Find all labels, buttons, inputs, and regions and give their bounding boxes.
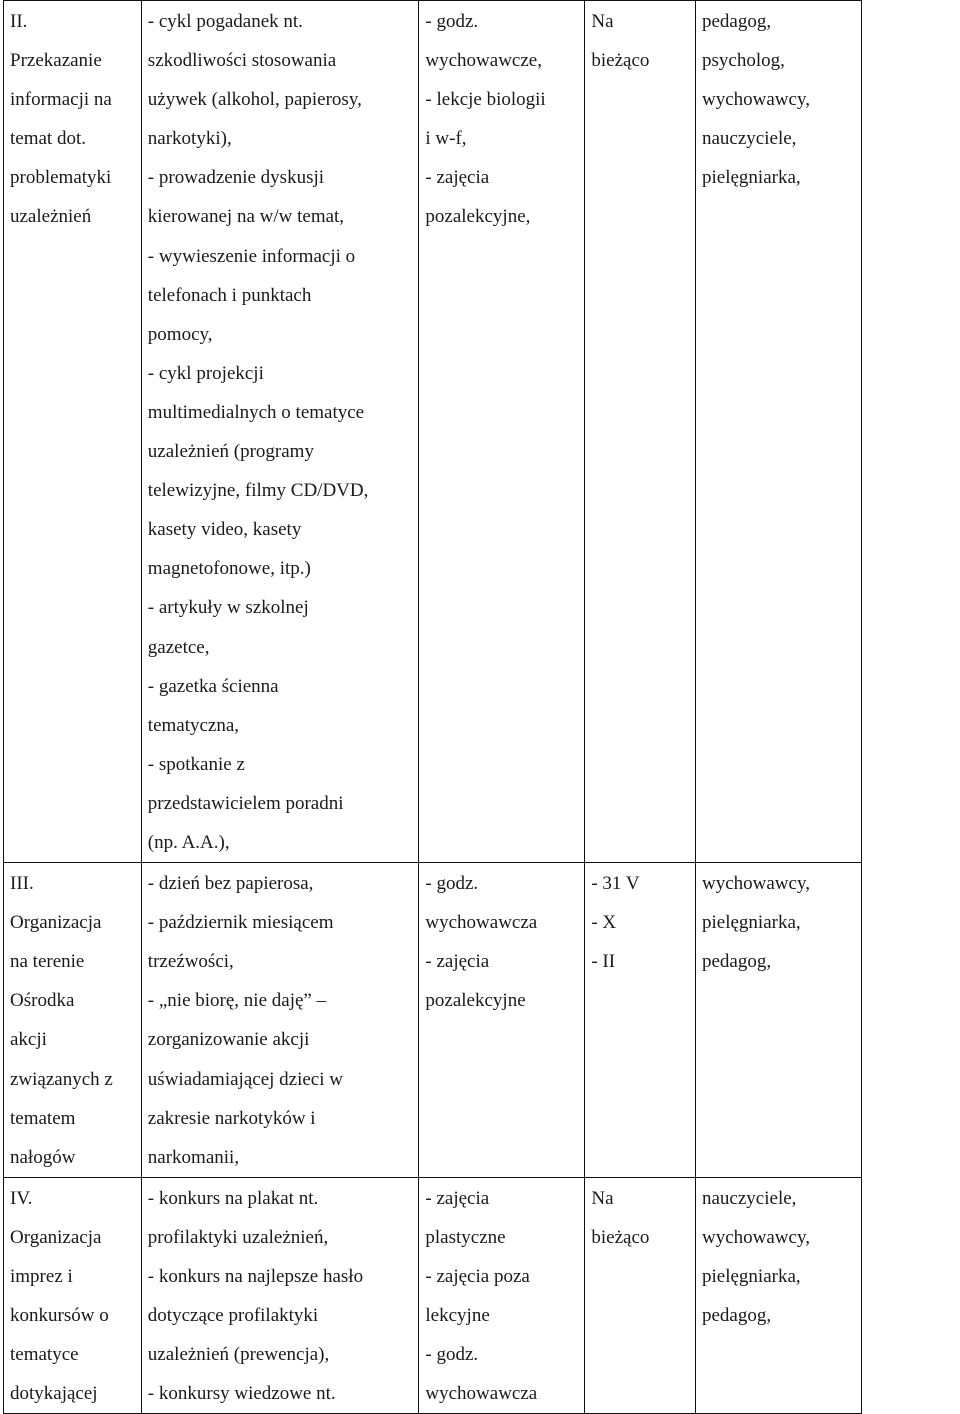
activities-cell bbox=[141, 1, 419, 863]
cell-text-line: kierowanej na w/w temat, bbox=[147, 206, 345, 228]
cell-text-line: wychowawcza bbox=[425, 912, 538, 934]
cell-text-line: akcji bbox=[10, 1029, 47, 1051]
section-cell bbox=[4, 1, 142, 863]
cell-text-line: magnetofonowe, itp.) bbox=[147, 558, 311, 580]
cell-text-line: - konkursy wiedzowe nt. bbox=[147, 1383, 336, 1405]
cell-text-line: - X bbox=[591, 912, 617, 934]
cell-text-line: - dzień bez papierosa, bbox=[147, 873, 314, 895]
cell-text-line: wychowawcy, bbox=[702, 873, 810, 895]
cell-text-line: pozalekcyjne, bbox=[425, 206, 531, 228]
cell-text-line: - wywieszenie informacji o bbox=[147, 245, 356, 267]
cell-text-line: trzeźwości, bbox=[147, 951, 234, 973]
cell-text-line: Na bbox=[591, 1187, 614, 1209]
cell-text-line: - 31 V bbox=[591, 873, 640, 895]
cell-text-line: bieżąco bbox=[591, 1226, 650, 1248]
cell-text-line: konkursów o bbox=[10, 1305, 109, 1327]
cell-text-line: dotykającej bbox=[10, 1383, 98, 1405]
section-cell bbox=[4, 1177, 142, 1414]
cell-text-line: - lekcje biologii bbox=[425, 89, 546, 111]
cell-text-line: informacji na bbox=[10, 89, 112, 111]
cell-text-line: pomocy, bbox=[147, 323, 213, 345]
cell-text-line: - gazetka ścienna bbox=[147, 675, 279, 697]
cell-text-line: II. bbox=[10, 11, 28, 32]
cell-text-line: - zajęcia bbox=[425, 167, 490, 189]
cell-text-line: - konkurs na najlepsze hasło bbox=[147, 1266, 364, 1287]
cell-text-line: tematyce bbox=[10, 1344, 79, 1366]
cell-text-line: pozalekcyjne bbox=[425, 990, 526, 1012]
cell-text-line: profilaktyki uzależnień, bbox=[147, 1226, 329, 1248]
cell-text-line: - cykl pogadanek nt. bbox=[147, 11, 303, 32]
cell-text-line: - artykuły w szkolnej bbox=[147, 597, 309, 619]
cell-text-line: - zajęcia poza bbox=[425, 1266, 530, 1287]
cell-text-line: - II bbox=[591, 951, 616, 973]
cell-text-line: - konkurs na plakat nt. bbox=[147, 1187, 319, 1209]
table-row bbox=[4, 1, 862, 863]
cell-text-line: pielęgniarka, bbox=[702, 1266, 801, 1287]
cell-text-line: III. bbox=[10, 873, 34, 895]
section-cell bbox=[4, 863, 142, 1178]
forms-cell bbox=[419, 863, 585, 1178]
cell-text-line: przedstawicielem poradni bbox=[147, 792, 344, 814]
cell-text-line: uświadamiającej dzieci w bbox=[147, 1068, 343, 1090]
timing-cell bbox=[585, 1, 696, 863]
cell-text-line: Organizacja bbox=[10, 1226, 102, 1248]
cell-text-line: psycholog, bbox=[702, 50, 785, 72]
cell-text-line: dotyczące profilaktyki bbox=[147, 1305, 319, 1327]
cell-text-line: - cykl projekcji bbox=[147, 362, 264, 384]
cell-text-line: IV. bbox=[10, 1187, 33, 1209]
cell-text-line: - zajęcia bbox=[425, 951, 490, 973]
cell-text-line: używek (alkohol, papierosy, bbox=[147, 89, 362, 111]
cell-text-line: wychowawcza bbox=[425, 1383, 538, 1405]
cell-text-line: uzależnień (programy bbox=[147, 441, 314, 463]
cell-text-line: plastyczne bbox=[425, 1226, 506, 1248]
cell-text-line: - spotkanie z bbox=[147, 753, 245, 775]
cell-text-line: telewizyjne, filmy CD/DVD, bbox=[147, 480, 369, 502]
responsible-cell bbox=[696, 1, 862, 863]
cell-text-line: wychowawcy, bbox=[702, 1226, 810, 1248]
cell-text-line: tematem bbox=[10, 1107, 76, 1129]
cell-text-line: Przekazanie bbox=[10, 50, 102, 72]
cell-text-line: na terenie bbox=[10, 951, 85, 973]
cell-text-line: tematyczna, bbox=[147, 714, 240, 736]
cell-text-line: związanych z bbox=[10, 1068, 113, 1090]
timing-cell bbox=[585, 863, 696, 1178]
forms-cell bbox=[419, 1177, 585, 1414]
cell-text-line: narkomanii, bbox=[147, 1146, 240, 1168]
cell-text-line: pielęgniarka, bbox=[702, 912, 801, 934]
cell-text-line: wychowawcy, bbox=[702, 89, 810, 111]
activities-cell bbox=[141, 863, 419, 1178]
cell-text-line: - godz. bbox=[425, 1344, 479, 1366]
cell-text-line: kasety video, kasety bbox=[147, 519, 302, 541]
cell-text-line: szkodliwości stosowania bbox=[147, 50, 337, 72]
cell-text-line: - prowadzenie dyskusji bbox=[147, 167, 325, 189]
cell-text-line: Ośrodka bbox=[10, 990, 75, 1012]
cell-text-line: Na bbox=[591, 11, 614, 32]
timing-cell bbox=[585, 1177, 696, 1414]
cell-text-line: multimedialnych o tematyce bbox=[147, 401, 365, 423]
table-body bbox=[4, 1, 862, 1414]
cell-text-line: uzależnień bbox=[10, 206, 92, 228]
table-row bbox=[4, 1177, 862, 1414]
cell-text-line: pedagog, bbox=[702, 951, 772, 973]
cell-text-line: pedagog, bbox=[702, 1305, 772, 1327]
cell-text-line: nałogów bbox=[10, 1146, 76, 1168]
cell-text-line: - zajęcia bbox=[425, 1187, 490, 1209]
cell-text-line: pielęgniarka, bbox=[702, 167, 801, 189]
cell-text-line: - „nie biorę, nie daję” – bbox=[147, 990, 327, 1012]
cell-text-line: uzależnień (prewencja), bbox=[147, 1344, 330, 1366]
cell-text-line: i w-f, bbox=[425, 128, 467, 150]
cell-text-line: nauczyciele, bbox=[702, 128, 797, 150]
forms-cell bbox=[419, 1, 585, 863]
cell-text-line: pedagog, bbox=[702, 11, 772, 32]
cell-text-line: narkotyki), bbox=[147, 128, 232, 150]
cell-text-line: telefonach i punktach bbox=[147, 284, 312, 306]
cell-text-line: problematyki bbox=[10, 167, 112, 189]
cell-text-line: - październik miesiącem bbox=[147, 912, 334, 934]
table-row bbox=[4, 863, 862, 1178]
cell-text-line: bieżąco bbox=[591, 50, 650, 72]
cell-text-line: zorganizowanie akcji bbox=[147, 1029, 310, 1051]
cell-text-line: nauczyciele, bbox=[702, 1187, 797, 1209]
program-table bbox=[3, 0, 862, 1414]
cell-text-line: (np. A.A.), bbox=[147, 831, 230, 853]
cell-text-line: imprez i bbox=[10, 1266, 73, 1287]
cell-text-line: lekcyjne bbox=[425, 1305, 490, 1327]
cell-text-line: - godz. bbox=[425, 873, 479, 895]
activities-cell bbox=[141, 1177, 419, 1414]
cell-text-line: - godz. bbox=[425, 11, 479, 32]
cell-text-line: Organizacja bbox=[10, 912, 102, 934]
cell-text-line: zakresie narkotyków i bbox=[147, 1107, 316, 1129]
responsible-cell bbox=[696, 863, 862, 1178]
cell-text-line: temat dot. bbox=[10, 128, 86, 150]
cell-text-line: wychowawcze, bbox=[425, 50, 542, 72]
responsible-cell bbox=[696, 1177, 862, 1414]
cell-text-line: gazetce, bbox=[147, 636, 210, 658]
